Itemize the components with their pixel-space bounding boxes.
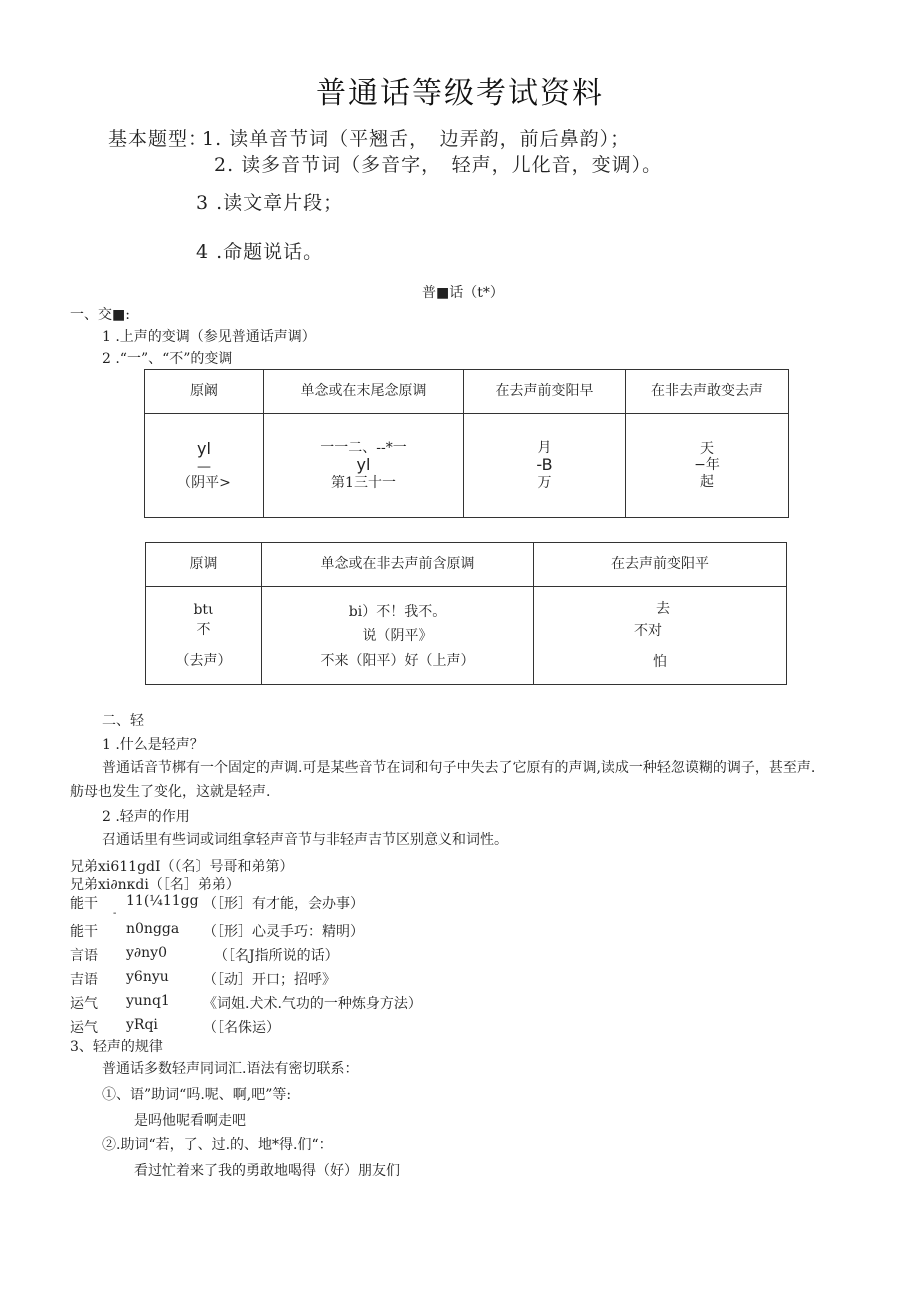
- example-meaning-4: （［形］心灵手巧：精明）: [203, 924, 364, 940]
- intro-item-2: 2. 读多音节词（多音字， 轻声，儿化音，变调）。: [214, 154, 663, 176]
- example-meaning-8: （［名侏运）: [203, 1020, 280, 1036]
- page-title: 普通话等级考试资料: [316, 76, 604, 111]
- table2-header-2: 单念或在非去声前含原调: [262, 543, 534, 587]
- section2-sub1: 1 .什么是轻声？: [102, 737, 204, 753]
- table1-cell-2: [264, 414, 464, 518]
- section3-para: 普通话多数轻声同词汇.语法有密切联系：: [102, 1061, 359, 1077]
- table1-header-3: 在去声前变阳早: [464, 370, 626, 414]
- table1-cell-3: [464, 414, 626, 518]
- intro-label: 基本题型：: [108, 128, 209, 150]
- table2-cell-1-line-3: （去声）: [175, 652, 232, 669]
- section2-sub2: 2 .轻声的作用: [102, 809, 190, 825]
- example-pinyin-5: y∂ny0: [126, 945, 167, 961]
- table1-header-1: 原阚: [145, 370, 264, 414]
- table2-cell-1-line-1: btι: [193, 602, 214, 619]
- table1-cell-3-line-3: 万: [537, 474, 552, 491]
- table2-cell-1: [146, 587, 262, 685]
- table1-cell-4-line-1: 天: [700, 441, 714, 458]
- table2-cell-3-line-1: 去: [656, 601, 670, 618]
- example-pinyin-6: y6nyu: [126, 969, 169, 985]
- table1-cell-4: [626, 414, 789, 518]
- table1-cell-4-line-2: −年: [694, 457, 720, 474]
- example-word-7: 运气: [70, 996, 98, 1012]
- example-meaning-7: 《词姐.犬术.气功的一种炼身方法）: [203, 996, 422, 1012]
- section1-sub1: 1 .上声的变调（参见普通话声调）: [102, 329, 316, 345]
- table2-cell-2: [262, 587, 534, 685]
- example-meaning-3: （［形］有才能，会办事）: [203, 896, 364, 912]
- yi-tone-table: [144, 369, 789, 518]
- section3-rule2-example: 看过忙着来了我的勇敢地喝得（好）朋友们: [134, 1163, 400, 1179]
- bu-tone-table: [145, 542, 787, 685]
- example-line-1: 兄弟xi611gdI（（名〕号哥和弟第）: [70, 859, 294, 875]
- table1-cell-1-line-1: yl: [197, 439, 211, 459]
- example-word-6: 吉语: [70, 972, 98, 988]
- section3-rule2: ②.助词“若，了、过.的、地*得.们“：: [102, 1137, 333, 1153]
- table2-header-3: 在去声前变阳平: [534, 543, 787, 587]
- table2-header-1: 原调: [146, 543, 262, 587]
- example-meaning-6: （［动］开口；招呼》: [203, 972, 336, 988]
- example-pinyin-7: yunq1: [126, 993, 170, 1009]
- section2-para2: 召通话里有些词或词组拿轻声音节与非轻声吉节区别意义和词性。: [102, 832, 508, 848]
- section3-rule1: ①、语”助词“吗.呢、啊,吧”等:: [102, 1087, 292, 1103]
- section1-heading: 一、交■:: [70, 307, 130, 323]
- section3-rule1-example: 是吗他呢看啊走吧: [134, 1113, 246, 1129]
- table2-cell-2-line-2: 说（阴平》: [362, 628, 433, 645]
- table2-cell-2-line-1: bi）不！我不。: [348, 604, 447, 621]
- table1-cell-1-line-3: （阴平>: [177, 474, 231, 491]
- example-meaning-5: （［名J指所说的话）: [214, 948, 339, 964]
- example-word-5: 言语: [70, 948, 98, 964]
- table1-cell-2-line-1: 一一二、--*一: [320, 440, 407, 457]
- example-word-8: 运气: [70, 1020, 98, 1036]
- table1-cell-4-line-3: 起: [700, 473, 714, 490]
- table1-cell-2-line-3: 第1三十一: [331, 474, 396, 491]
- section2-para1-line1: 普通话音节梆有一个固定的声调.可是某些音节在词和句子中失去了它原有的声调,读成一种轻忽谟糊的调子，甚至声.: [102, 760, 816, 776]
- table2-cell-2-line-3: 不来（阳平）好（上声）: [320, 652, 475, 669]
- example-line-2: 兄弟xi∂nκdi（［名］弟弟）: [70, 877, 240, 893]
- section2-para1-line2: 舫母也发生了变化，这就是轻声.: [70, 784, 271, 800]
- table1-header-2: 单念或在末尾念原调: [264, 370, 464, 414]
- example-word-3: 能干: [70, 896, 98, 912]
- intro-item-3: 3 .读文章片段；: [196, 192, 344, 214]
- example-word-4: 能干: [70, 924, 98, 940]
- intro-item-1: 1. 读单音节词（平翘舌， 边弄韵，前后鼻韵）；: [202, 128, 631, 150]
- table1-cell-2-line-2: yl: [356, 455, 371, 475]
- example-pinyin-8: yRqi: [126, 1017, 158, 1033]
- table1-cell-3-line-2: -B: [536, 455, 553, 475]
- table2-cell-1-line-2: 不: [196, 622, 211, 639]
- example-pinyin-4: n0ngga: [126, 921, 180, 937]
- table2-cell-3-line-2: 不对: [634, 623, 662, 640]
- table2-cell-3-line-3: 怕: [653, 653, 667, 670]
- table1-cell-1-line-2: —: [197, 458, 211, 475]
- section2-heading: 二、轻: [102, 713, 144, 729]
- section-subtitle: 普■话（t*）: [422, 285, 504, 301]
- table2-cell-3: [534, 587, 787, 685]
- intro-item-4: 4 .命题说话。: [196, 241, 324, 263]
- section1-sub2: 2 .“一”、“不”的变调: [102, 351, 233, 367]
- table1-header-4: 在非去声敢变去声: [626, 370, 789, 414]
- example-mark: -: [113, 908, 117, 919]
- table1-cell-1: [145, 414, 264, 518]
- table1-cell-3-line-1: 月: [537, 440, 552, 457]
- example-pinyin-3: 11(¼11gg: [126, 893, 199, 909]
- section3-heading: 3、轻声的规律: [70, 1039, 163, 1055]
